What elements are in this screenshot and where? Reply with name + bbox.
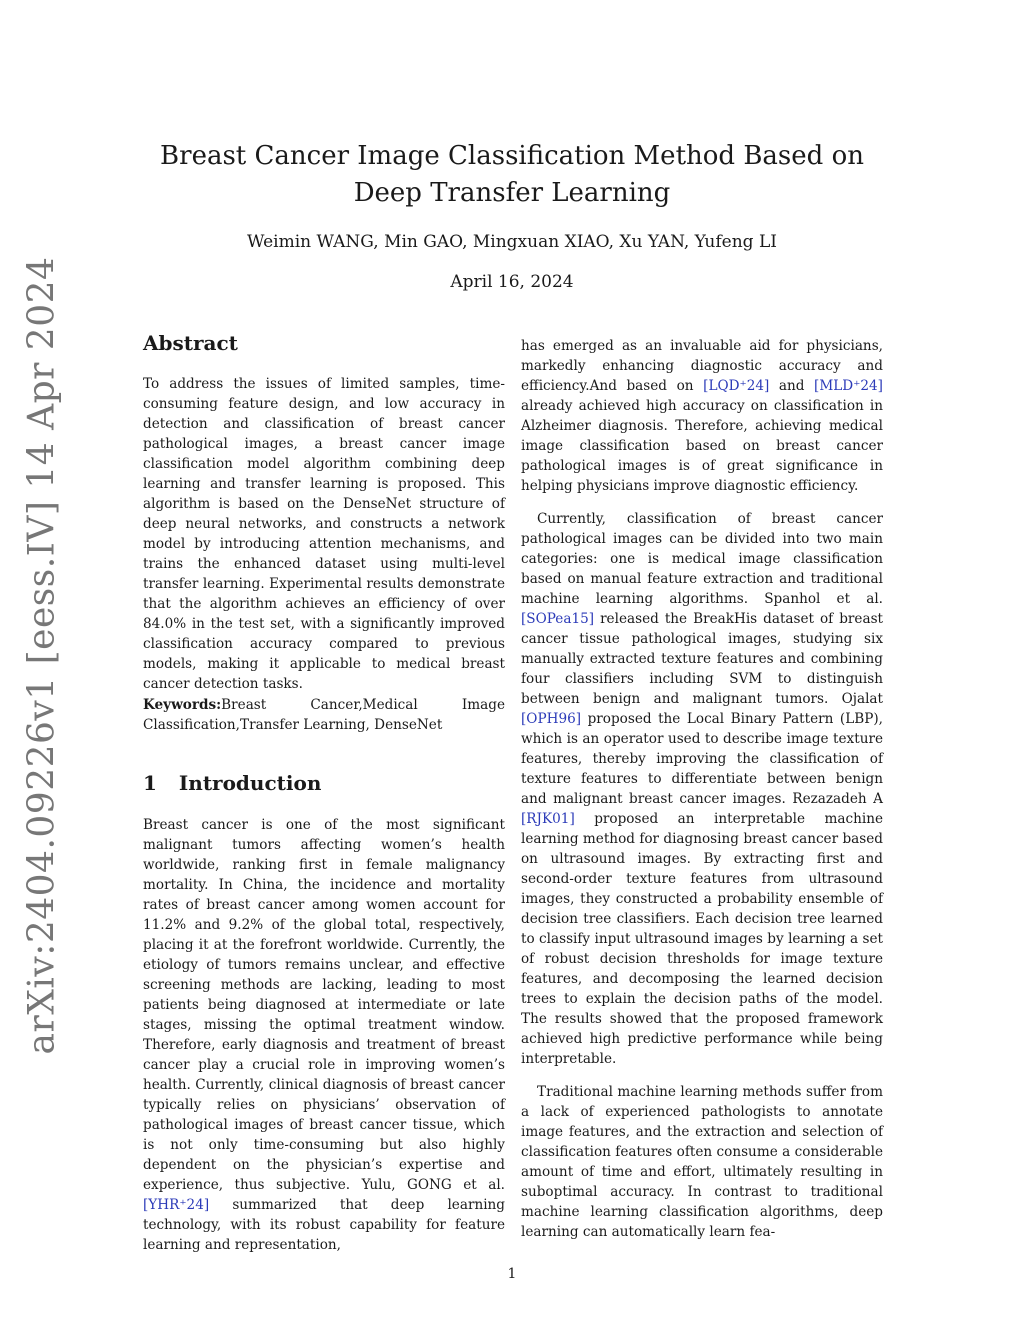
intro-paragraph-1 [143, 815, 505, 1255]
right-p1-b: and [778, 378, 805, 394]
author-list: Weimin WANG, Min GAO, Mingxuan XIAO, Xu YAN, Yufeng LI [247, 232, 777, 252]
paper-title: Breast Cancer Image Classification Method Based on Deep Transfer Learning [160, 141, 864, 208]
right-p2-b: released the BreakHis dataset of breast cancer tissue pathological images, studying six manually extracted texture features and combining four classifiers including SVM to distinguish between benign and malignant tumors. Ojalat [521, 611, 884, 707]
citation-link-oph96[interactable]: [OPH96] [521, 711, 582, 727]
right-p1-c: already achieved high accuracy on classification in Alzheimer diagnosis. Therefore, achieving medical image classification based on breast cancer pathological images is of great significance in helping physicians improve diagnostic efficiency. [521, 398, 883, 494]
right-p1-a: has emerged as an invaluable aid for physicians, markedly enhancing diagnostic accuracy and efficiency.And based on [521, 338, 883, 394]
abstract-body [143, 374, 505, 748]
right-paragraph-3: Traditional machine learning methods suffer from a lack of experienced pathologists to annotate image features, and the extraction and selection of classification features often consume a considerable amount of time and effort, ultimately resulting in suboptimal accuracy. In contrast to traditional machine learning classification algorithms, deep learning can automatically learn fea- [521, 1084, 883, 1240]
keywords-text: Breast Cancer,Medical Image Classification,Transfer Learning, DenseNet [143, 697, 505, 733]
arxiv-identifier-text: arXiv:2404.09226v1 [eess.IV] 14 Apr 2024 [21, 256, 63, 1054]
publication-date: April 16, 2024 [450, 272, 574, 292]
introduction-heading [143, 770, 321, 796]
abstract-heading: Abstract [143, 331, 238, 355]
right-p2-d: proposed an interpretable machine learning method for diagnosing breast cancer based on ultrasound images. By extracting first and second-order texture features from ultrasound images, they constructed a probability ensemble of decision tree classifiers. Each decision tree learned to classify input ultrasound images by learning a set of robust decision thresholds for image texture features, and decomposing the learned decision trees to explain the decision paths of the model. The results showed that the proposed framework achieved high predictive performance while being interpretable. [521, 811, 883, 1067]
section-title: Introduction [178, 771, 322, 795]
abstract-text: To address the issues of limited samples, time-consuming feature design, and low accuracy in detection and classification of breast cancer pathological images, a breast cancer image classification model algorithm combining deep learning and transfer learning is proposed. This algorithm is based on the DenseNet structure of deep neural networks, and constructs a network model by introducing attention mechanisms, and trains the enhanced dataset using multi-level transfer learning. Experimental results demonstrate that the algorithm achieves an efficiency of over 84.0% in the test set, with a significantly improved classification accuracy compared to previous models, making it applicable to medical breast cancer detection tasks. [143, 376, 505, 692]
citation-link-sopea15[interactable]: [SOPea15] [521, 611, 595, 627]
intro-p1-tail: summarized that deep learning technology, with its robust capability for feature learning and representation, [143, 1197, 506, 1253]
right-paragraph-1 [521, 336, 883, 496]
right-p2-c: proposed the Local Binary Pattern (LBP), which is an operator used to describe image texture features, thereby improving the classification of texture features to differentiate between benign and malignant breast cancer images. Rezazadeh A [521, 711, 883, 807]
citation-link-lqd24[interactable]: [LQD⁺24] [703, 378, 770, 394]
keywords-label: Keywords: [143, 697, 222, 713]
page-number: 1 [507, 1266, 517, 1282]
keywords-line [143, 695, 505, 735]
introduction-body [143, 815, 505, 1268]
section-number: 1 [143, 771, 157, 795]
intro-p1-text: Breast cancer is one of the most significant malignant tumors affecting women’s health worldwide, ranking first in female malignancy mortality. In China, the incidence and mortality rates of breast cancer among women account for 11.2% and 9.2% of the global total, respectively, placing it at the forefront worldwide. Currently, the etiology of tumors remains unclear, and effective screening methods are lacking, leading to most patients being diagnosed at intermediate or late stages, missing the optimal treatment window. Therefore, early diagnosis and treatment of breast cancer play a crucial role in improving women’s health. Currently, clinical diagnosis of breast cancer typically relies on physicians’ observation of pathological images of breast cancer tissue, which is not only time-consuming but also highly dependent on the physician’s expertise and experience, thus subjective. Yulu, GONG et al. [143, 817, 505, 1193]
right-column-body [521, 336, 883, 1255]
right-paragraph-2 [521, 509, 883, 1069]
arxiv-identifier-stamp [12, 256, 72, 1054]
right-p2-a: Currently, classification of breast cancer pathological images can be divided into two main categories: one is medical image classification based on manual feature extraction and traditional machine learning algorithms. Spanhol et al. [521, 511, 883, 607]
citation-link-mld24[interactable]: [MLD⁺24] [814, 378, 883, 394]
citation-link-rjk01[interactable]: [RJK01] [521, 811, 575, 827]
citation-link-yhr24[interactable]: [YHR⁺24] [143, 1197, 210, 1213]
